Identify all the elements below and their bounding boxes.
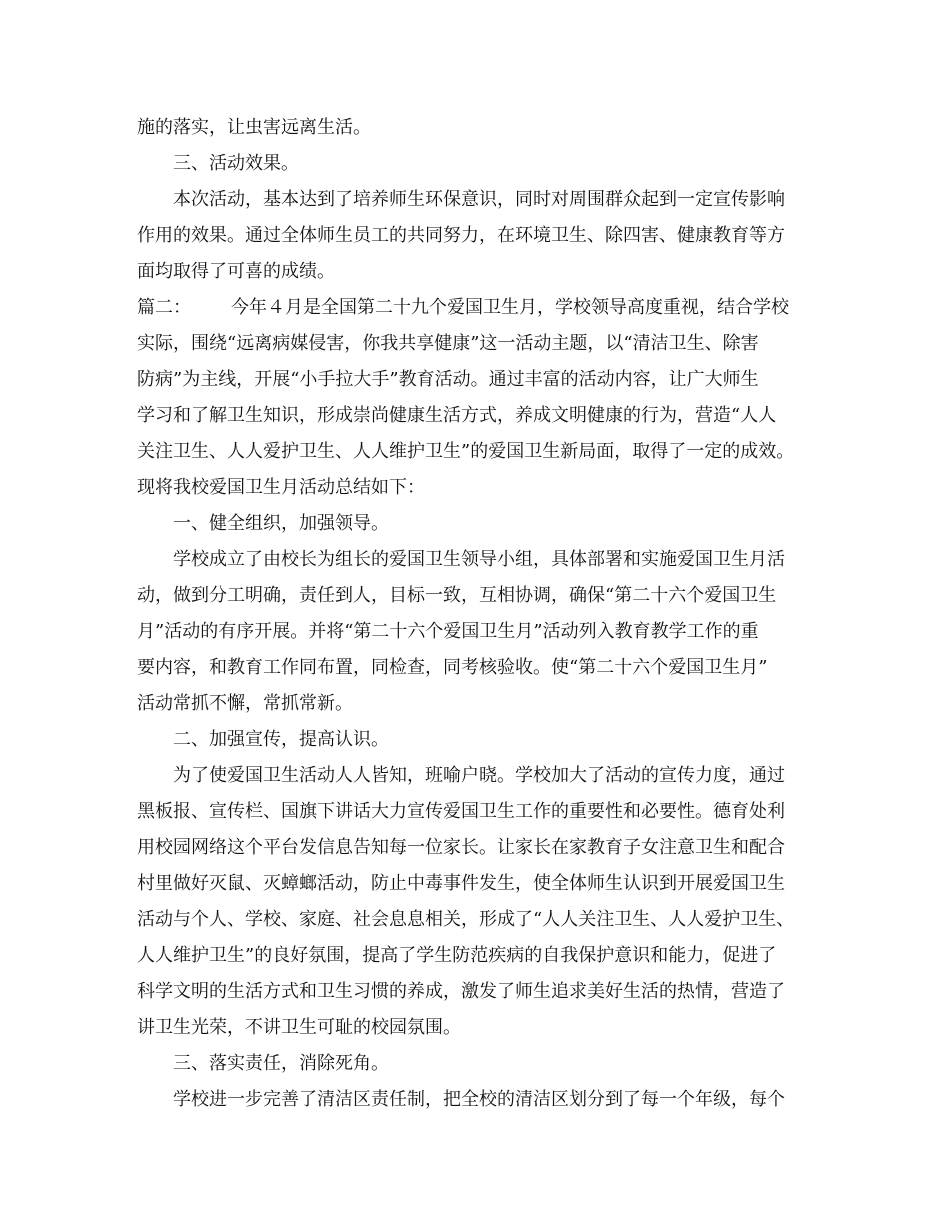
text-line: 现将我校爱国卫生月活动总结如下： — [137, 477, 425, 498]
text-line: 关注卫生、人人爱护卫生、人人维护卫生”的爱国卫生新局面，取得了一定的成效。 — [137, 441, 795, 462]
text-line: 学习和了解卫生知识，形成崇尚健康生活方式，养成文明健康的行为，营造“人人 — [137, 405, 777, 426]
text-line: 月”活动的有序开展。并将“第二十六个爱国卫生月”活动列入教育教学工作的重 — [137, 621, 759, 642]
text-line: 活动与个人、学校、家庭、社会息息相关，形成了“人人关注卫生、人人爱护卫生、 — [137, 909, 795, 930]
text-line: 施的落实，让虫害远离生活。 — [137, 117, 371, 138]
text-line-part-two — [137, 298, 789, 318]
text-line: 面均取得了可喜的成绩。 — [137, 261, 335, 282]
section-heading: 三、活动效果。 — [173, 153, 299, 174]
text-line: 黑板报、宣传栏、国旗下讲话大力宣传爱国卫生工作的重要性和必要性。德育处利 — [137, 801, 785, 822]
section-heading: 二、加强宣传，提高认识。 — [173, 729, 389, 750]
text-line: 动，做到分工明确，责任到人，目标一致，互相协调，确保“第二十六个爱国卫生 — [137, 585, 777, 606]
section-heading: 一、健全组织，加强领导。 — [173, 513, 389, 534]
text-line: 要内容，和教育工作同布置，同检查，同考核验收。使“第二十六个爱国卫生月” — [137, 657, 768, 678]
text-line: 今年４月是全国第二十九个爱国卫生月，学校领导高度重视，结合学校 — [231, 297, 789, 318]
text-line: 活动常抓不懈，常抓常新。 — [137, 693, 353, 714]
text-line: 科学文明的生活方式和卫生习惯的养成，激发了师生追求美好生活的热情，营造了 — [137, 981, 785, 1002]
text-line: 本次活动，基本达到了培养师生环保意识，同时对周围群众起到一定宣传影响 — [173, 189, 785, 210]
text-line: 讲卫生光荣，不讲卫生可耻的校园氛围。 — [137, 1017, 461, 1038]
text-line: 作用的效果。通过全体师生员工的共同努力，在环境卫生、除四害、健康教育等方 — [137, 225, 785, 246]
text-line: 用校园网络这个平台发信息告知每一位家长。让家长在家教育子女注意卫生和配合 — [137, 837, 785, 858]
text-line: 学校成立了由校长为组长的爱国卫生领导小组，具体部署和实施爱国卫生月活 — [173, 549, 785, 570]
text-line: 为了使爱国卫生活动人人皆知，班喻户晓。学校加大了活动的宣传力度，通过 — [173, 765, 785, 786]
part-label: 篇二： — [137, 297, 191, 318]
text-line: 村里做好灭鼠、灭蟑螂活动，防止中毒事件发生，使全体师生认识到开展爱国卫生 — [137, 873, 785, 894]
text-line: 人人维护卫生”的良好氛围，提高了学生防范疾病的自我保护意识和能力，促进了 — [137, 945, 777, 966]
text-line: 防病”为主线，开展“小手拉大手”教育活动。通过丰富的活动内容，让广大师生 — [137, 369, 759, 390]
text-line: 学校进一步完善了清洁区责任制，把全校的清洁区划分到了每一个年级，每个 — [173, 1089, 785, 1110]
text-line: 实际，围绕“远离病媒侵害，你我共享健康”这一活动主题，以“清洁卫生、除害 — [137, 333, 759, 354]
section-heading: 三、落实责任，消除死角。 — [173, 1053, 389, 1074]
